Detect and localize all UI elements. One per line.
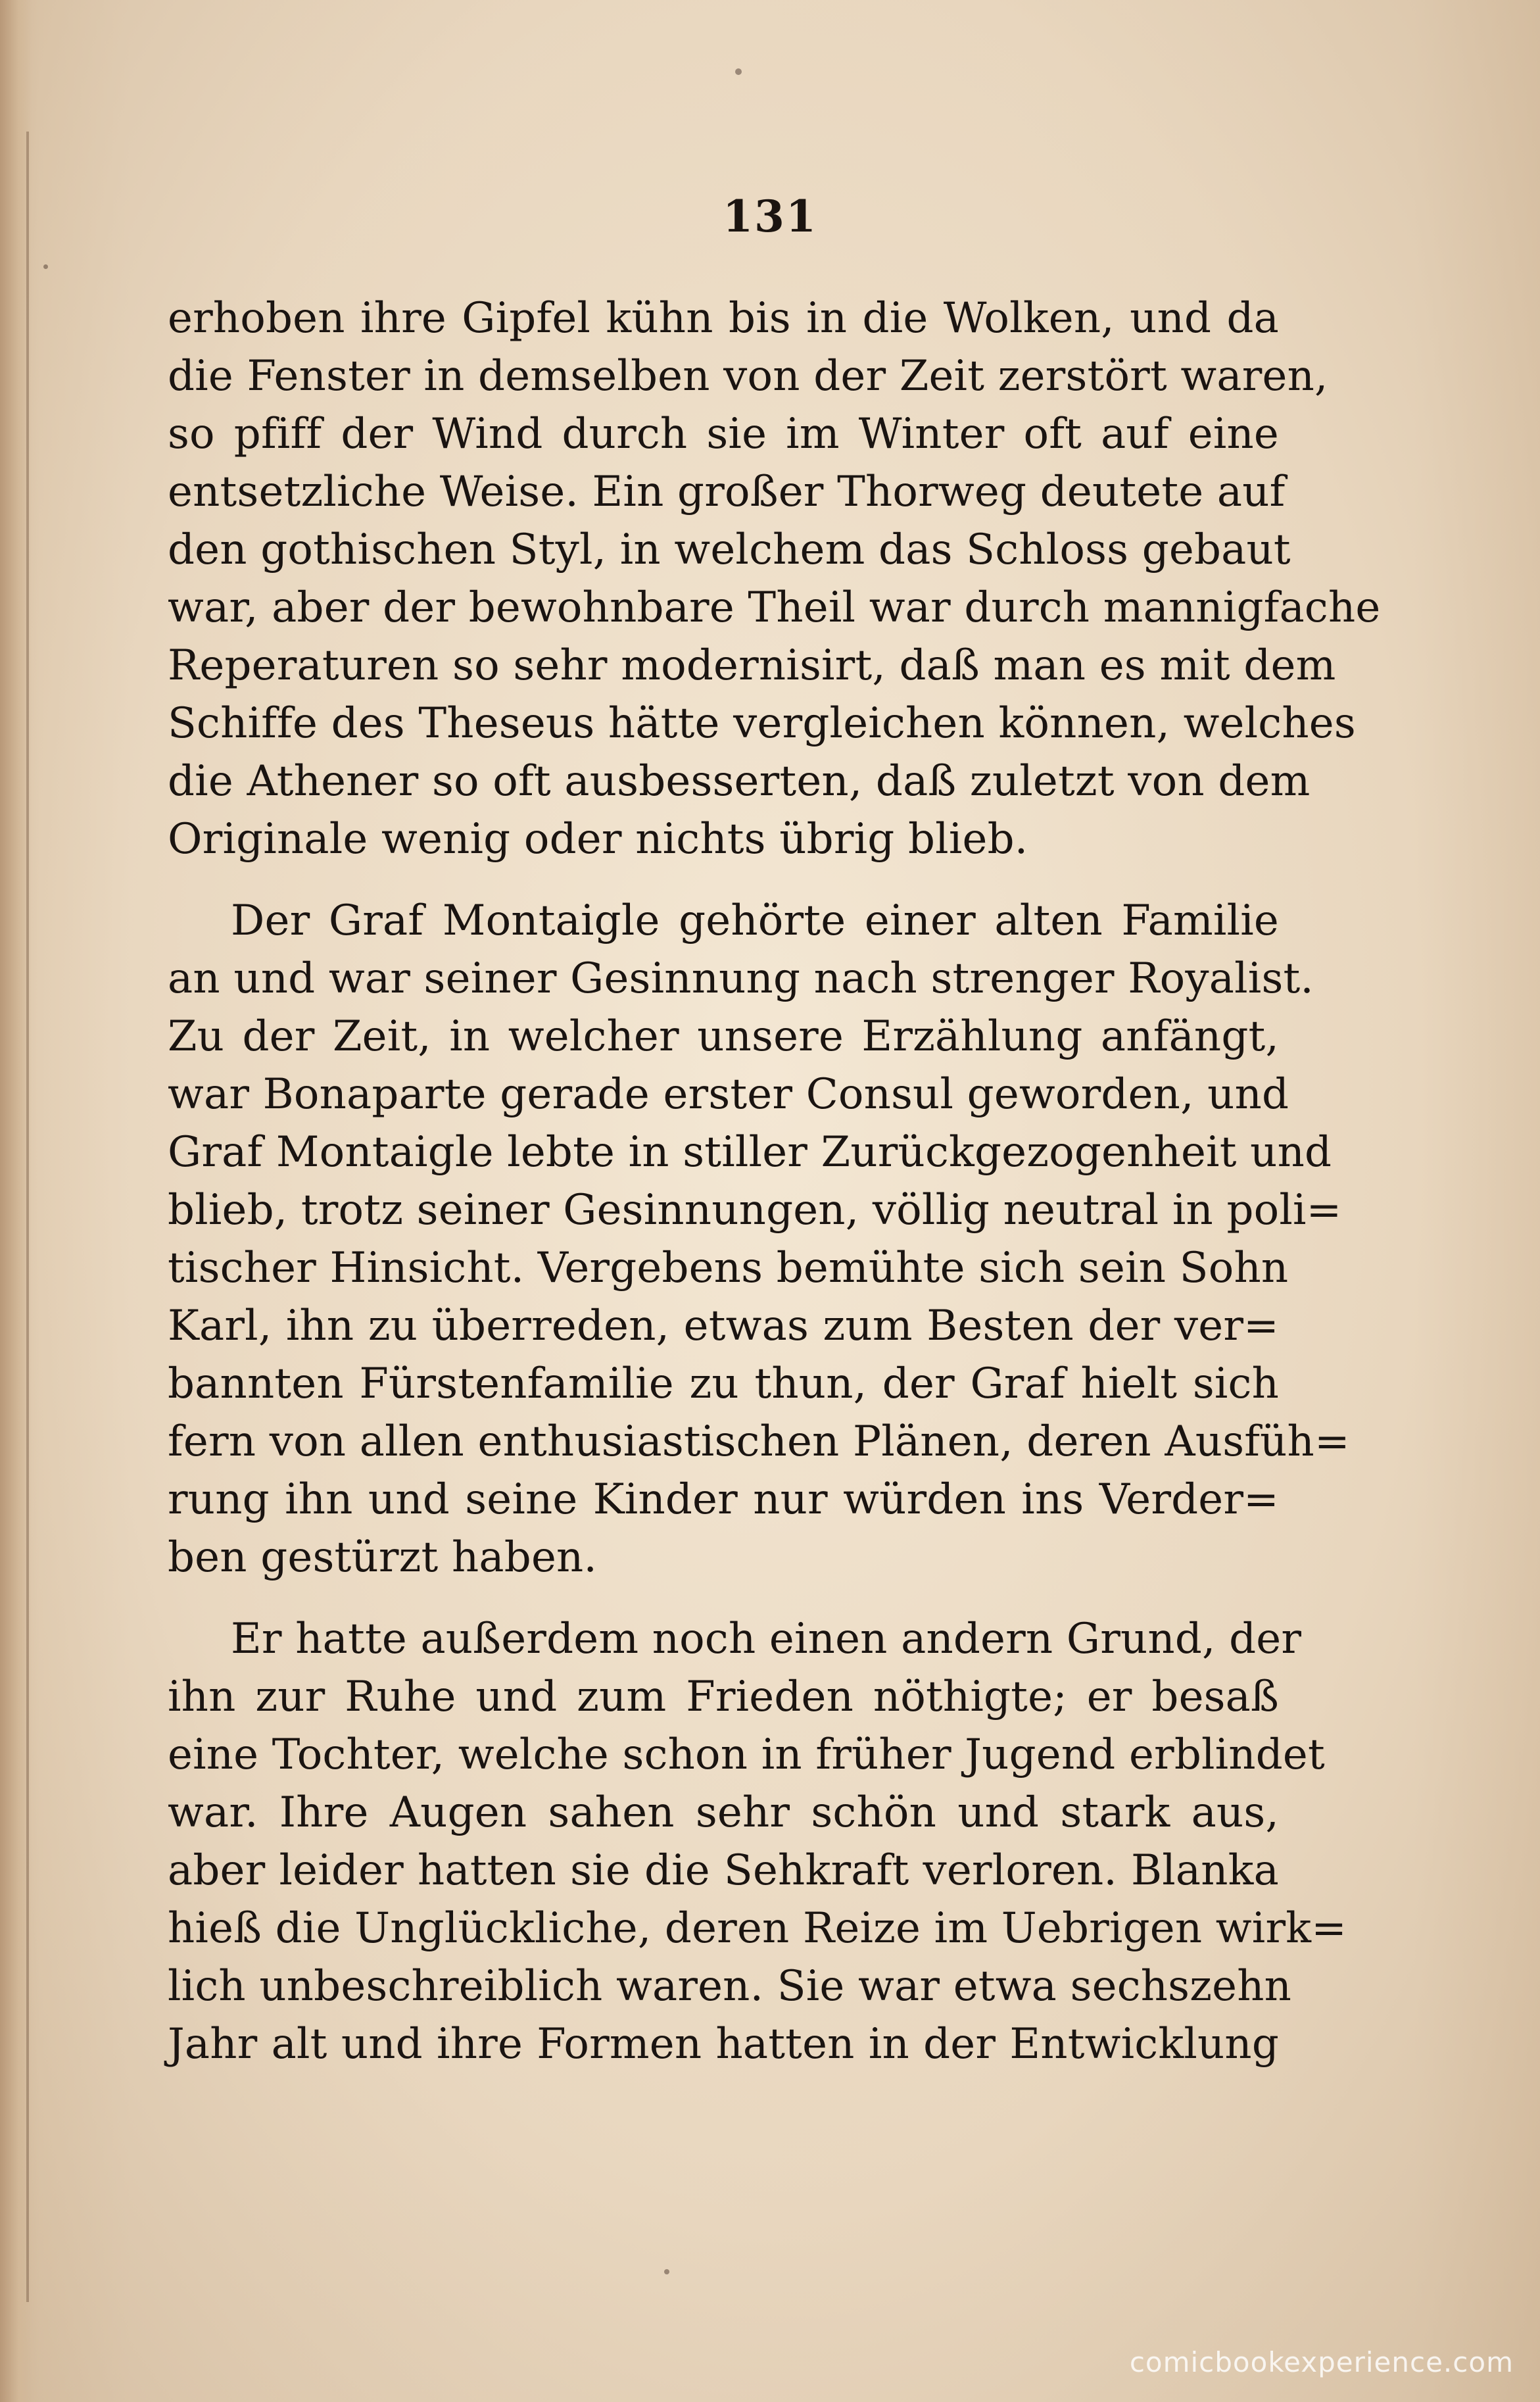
text-line: den gothischen Styl, in welchem das Schloss gebaut — [168, 526, 1291, 574]
text-line: fern von allen enthusiastischen Plänen, deren Ausfüh= — [168, 1417, 1350, 1466]
paper-speck — [43, 264, 48, 269]
paper-speck — [735, 68, 742, 75]
text-line: Karl, ihn zu überreden, etwas zum Besten der ver= — [168, 1302, 1279, 1350]
text-line: ben gestürzt haben. — [168, 1533, 597, 1582]
watermark-text: comicbookexperience.com — [1129, 2346, 1514, 2378]
text-line: tischer Hinsicht. Vergebens bemühte sich sein Sohn — [168, 1244, 1289, 1292]
text-line: Der Graf Montaigle gehörte einer alten Familie — [231, 896, 1279, 945]
text-line: Zu der Zeit, in welcher unsere Erzählung anfängt, — [168, 1012, 1279, 1061]
text-line: hieß die Unglückliche, deren Reize im Uebrigen wirk= — [168, 1904, 1347, 1953]
text-line: die Fenster in demselben von der Zeit zerstört waren, — [168, 352, 1328, 401]
text-line: blieb, trotz seiner Gesinnungen, völlig neutral in poli= — [168, 1186, 1342, 1235]
text-line: eine Tochter, welche schon in früher Jugend erblindet — [168, 1730, 1325, 1779]
paper-speck — [664, 2269, 669, 2274]
text-line: rung ihn und seine Kinder nur würden ins Verder= — [168, 1475, 1279, 1524]
paragraph-1 — [168, 289, 1381, 868]
text-line: war. Ihre Augen sahen sehr schön und stark aus, — [168, 1788, 1279, 1837]
text-line: Er hatte außerdem noch einen andern Grund, der — [231, 1615, 1302, 1663]
text-line: Reperaturen so sehr modernisirt, daß man es mit dem — [168, 641, 1336, 690]
paragraph-3 — [168, 1610, 1347, 2073]
text-line: so pfiff der Wind durch sie im Winter oft auf eine — [168, 410, 1279, 458]
text-line: war Bonaparte gerade erster Consul geworden, und — [168, 1070, 1289, 1119]
text-line: entsetzliche Weise. Ein großer Thorweg deutete auf — [168, 468, 1286, 516]
text-line: aber leider hatten sie die Sehkraft verloren. Blanka — [168, 1846, 1279, 1895]
body-text — [168, 289, 1381, 2097]
text-line: erhoben ihre Gipfel kühn bis in die Wolken, und da — [168, 294, 1279, 343]
paragraph-2 — [168, 892, 1350, 1586]
text-line: Schiffe des Theseus hätte vergleichen können, welches — [168, 699, 1356, 748]
text-line: Jahr alt und ihre Formen hatten in der Entwicklung — [168, 2020, 1279, 2069]
text-line: lich unbeschreiblich waren. Sie war etwa sechszehn — [168, 1962, 1292, 2011]
text-line: war, aber der bewohnbare Theil war durch mannigfache — [168, 583, 1381, 632]
text-line: Originale wenig oder nichts übrig blieb. — [168, 815, 1028, 864]
text-line: ihn zur Ruhe und zum Frieden nöthigte; er besaß — [168, 1673, 1279, 1721]
text-line: die Athener so oft ausbesserten, daß zuletzt von dem — [168, 757, 1311, 806]
spine-crease — [26, 132, 29, 2302]
text-line: bannten Fürstenfamilie zu thun, der Graf hielt sich — [168, 1360, 1279, 1408]
text-line: an und war seiner Gesinnung nach strenger Royalist. — [168, 954, 1314, 1003]
text-line: Graf Montaigle lebte in stiller Zurückgezogenheit und — [168, 1128, 1332, 1177]
page-number: 131 — [723, 191, 817, 242]
